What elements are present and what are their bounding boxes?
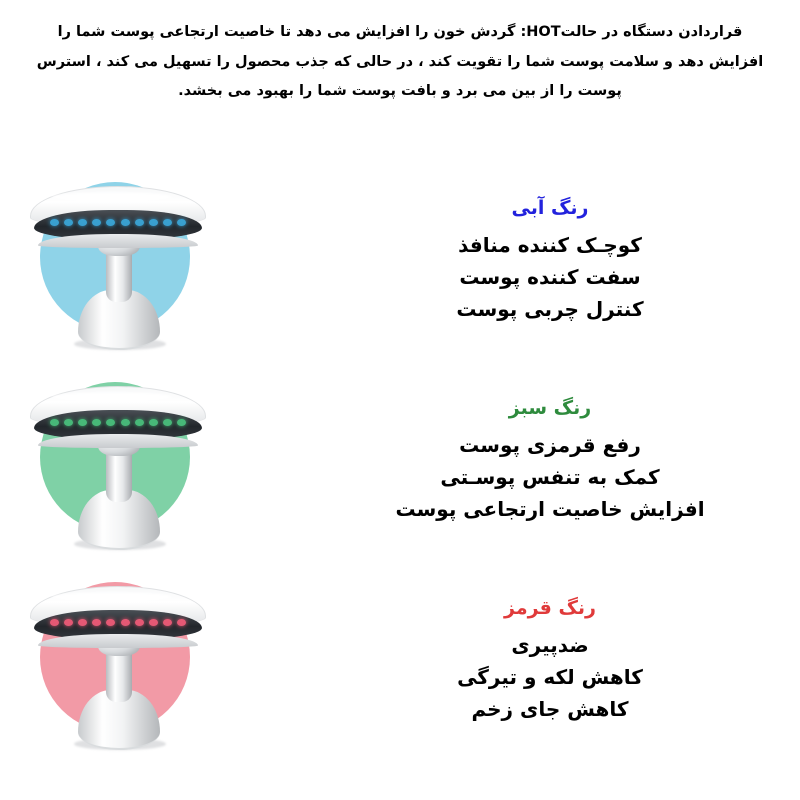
- device-led-strip: [46, 216, 190, 228]
- intro-paragraph: قراردادن دستگاه در حالتHOT: گردش خون را افزایش می دهد تا خاصیت ارتجاعی پوست شما را افزایش دهد و سلامت پوست شما را تقویت کند ، در حالی که جذب محصول را تسهیل می کند ، استرس پوست را از بین می برد و بافت پوست شما را بهبود می بخشد.: [36, 24, 764, 100]
- benefit-item: رفع قرمزی پوست: [459, 432, 641, 457]
- benefit-item: کمک به تنفس پوسـتی: [440, 465, 660, 490]
- mode-row-green: [0, 360, 800, 560]
- beauty-device-icon: [28, 370, 208, 550]
- benefit-item: کنترل چربی پوست: [456, 297, 644, 322]
- mode-text-blue: [300, 194, 800, 326]
- intro-paragraph-block: [0, 0, 800, 107]
- device-image-red: [0, 560, 300, 760]
- device-image-blue: [0, 160, 300, 360]
- device-head-edge: [38, 234, 198, 248]
- device-head-edge: [38, 634, 198, 648]
- benefit-item: ضدپیری: [511, 632, 589, 657]
- device-highlight: [52, 592, 172, 602]
- device-head: [28, 186, 208, 254]
- device-head: [28, 386, 208, 454]
- mode-rows: [0, 160, 800, 760]
- benefit-item: کوچـک کننده منافذ: [458, 232, 642, 257]
- mode-title-green: رنگ سبز: [508, 397, 592, 420]
- benefit-item: کاهش جای زخم: [471, 697, 629, 722]
- benefit-item: کاهش لکه و تیرگی: [457, 665, 643, 690]
- mode-title-blue: رنگ آبی: [511, 197, 589, 220]
- mode-text-green: [300, 394, 800, 526]
- device-image-green: [0, 360, 300, 560]
- benefit-item: سفت کننده پوست: [459, 265, 641, 290]
- device-led-strip: [46, 416, 190, 428]
- mode-title-red: رنگ قرمز: [504, 597, 596, 620]
- beauty-device-icon: [28, 170, 208, 350]
- device-highlight: [52, 192, 172, 202]
- device-head-edge: [38, 434, 198, 448]
- beauty-device-icon: [28, 570, 208, 750]
- mode-row-blue: [0, 160, 800, 360]
- benefit-item: افزایش خاصیت ارتجاعی پوست: [395, 497, 705, 522]
- mode-text-red: [300, 594, 800, 726]
- device-highlight: [52, 392, 172, 402]
- device-head: [28, 586, 208, 654]
- device-led-strip: [46, 616, 190, 628]
- mode-row-red: [0, 560, 800, 760]
